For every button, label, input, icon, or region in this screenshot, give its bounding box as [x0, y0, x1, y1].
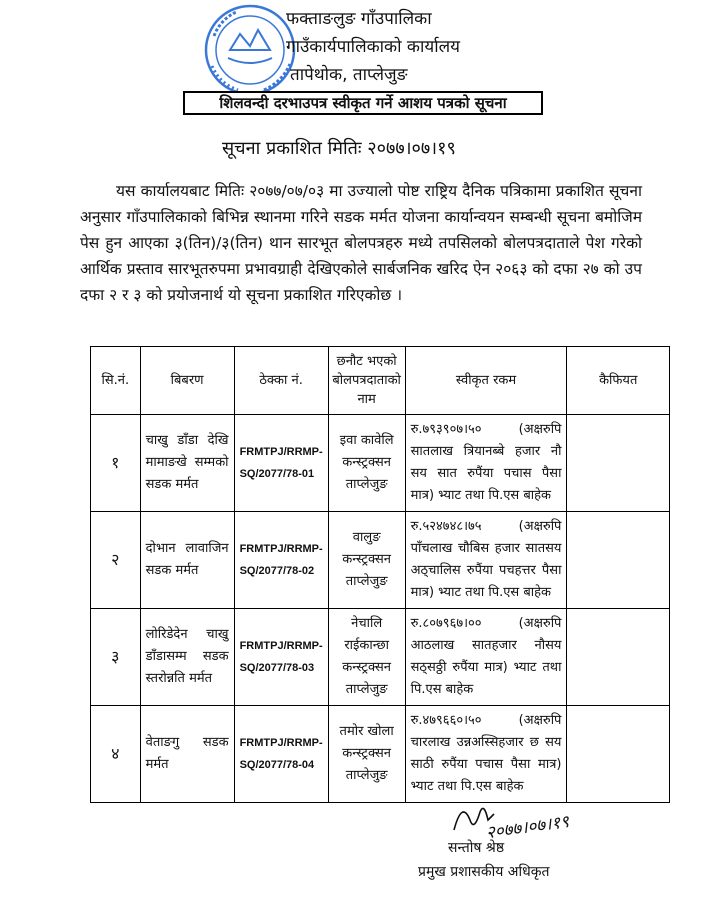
cell-amount: रु.८०७९६७।०० (अक्षरुपि आठलाख सातहजार नौसय सठ्सठ्ठी रुपैंया मात्र) भ्याट तथा पि.एस बाहेक: [405, 609, 567, 706]
cell-description: लोरिडेदेन चाखु डाँडासम्म सडक स्तरोन्नति मर्मत: [140, 609, 234, 706]
cell-remarks: [567, 512, 670, 609]
office-address: तापेथोक, ताप्लेजुङ: [290, 65, 408, 85]
table-row: [91, 609, 670, 706]
municipality-name: फक्ताङलुङ गाँउपालिका: [286, 9, 432, 29]
handwritten-signature-icon: [448, 790, 578, 845]
accepted-bids-table: [90, 346, 670, 803]
header-sn: सि.नं.: [91, 347, 141, 415]
cell-bidder: नेचालि राईकान्छा कन्स्ट्रक्सन ताप्लेजुङ: [328, 609, 405, 706]
cell-description: दोभान लावाजिन सडक मर्मत: [140, 512, 234, 609]
header-amount: स्वीकृत रकम: [405, 347, 567, 415]
cell-contract-no: FRMTPJ/RRMP-SQ/2077/78-03: [234, 609, 328, 706]
cell-description: वेताङगु सडक मर्मत: [140, 706, 234, 803]
cell-bidder: वालुङ कन्स्ट्रक्सन ताप्लेजुङ: [328, 512, 405, 609]
cell-bidder: इवा कावेलि कन्स्ट्रक्सन ताप्लेजुङ: [328, 415, 405, 512]
cell-amount: रु.७९३९०७।५० (अक्षरुपि सातलाख त्रियानब्बे हजार नौ सय सात रुपैंया पचास पैसा मात्र) भ्याट तथा पि.एस बाहेक: [405, 415, 567, 512]
municipality-seal-icon: [200, 2, 300, 98]
cell-bidder: तमोर खोला कन्स्ट्रक्सन ताप्लेजुङ: [328, 706, 405, 803]
cell-contract-no: FRMTPJ/RRMP-SQ/2077/78-02: [234, 512, 328, 609]
table-row: [91, 706, 670, 803]
header-contract-no: ठेक्का नं.: [234, 347, 328, 415]
table-header-row: [91, 347, 670, 415]
table-row: [91, 512, 670, 609]
letterhead: [0, 0, 703, 118]
publication-date: सूचना प्रकाशित मितिः २०७७।०७।१९: [222, 138, 456, 159]
notice-body: यस कार्यालयबाट मितिः २०७७/०७/०३ मा उज्यालो पोष्ट राष्ट्रिय दैनिक पत्रिकामा प्रकाशित सूचना अनुसार गाँउपालिकाको बिभिन्न स्थानमा गरिने सडक मर्मत योजना कार्यान्वयन सम्बन्धी सूचना बमोजिम पेस हुन आएका ३(तिन)/३(तिन) थान सारभूत बोलपत्रहरु मध्ये तपसिलको बोलपत्रदाताले पेश गरेको आर्थिक प्रस्ताव सारभूतरुपमा प्रभावग्राही देखिएकोले सार्बजनिक खरिद ऐन २०६३ को दफा २७ को उप दफा २ र ३ को प्रयोजनार्थ यो सूचना प्रकाशित गरिएकोछ ।: [80, 182, 642, 304]
cell-remarks: [567, 609, 670, 706]
cell-description: चाखु डाँडा देखि मामाङखे सम्मको सडक मर्मत: [140, 415, 234, 512]
header-remarks: कैफियत: [567, 347, 670, 415]
cell-sn: २: [91, 512, 141, 609]
table-row: [91, 415, 670, 512]
signer-name: सन्तोष श्रेष्ठ: [448, 840, 505, 856]
header-bidder: छनौट भएको बोलपत्रदाताको नाम: [328, 347, 405, 415]
cell-amount: रु.५२४७४८।७५ (अक्षरुपि पाँचलाख चौबिस हजार सातसय अठ्चालिस रुपैंया पचहत्तर पैसा मात्र) भ्याट तथा पि.एस बाहेक: [405, 512, 567, 609]
signature-date: २०७७।०७।१९: [484, 811, 571, 844]
cell-amount: रु.४७९६६०।५० (अक्षरुपि चारलाख उन्नअस्सिहजार छ सय साठी रुपैंया पचास पैसा मात्र) भ्याट तथा पि.एस बाहेक: [405, 706, 567, 803]
cell-sn: ४: [91, 706, 141, 803]
office-name: गाउँकार्यपालिकाको कार्यालय: [286, 37, 461, 57]
cell-sn: ३: [91, 609, 141, 706]
signer-title: प्रमुख प्रशासकीय अधिकृत: [418, 864, 550, 880]
cell-contract-no: FRMTPJ/RRMP-SQ/2077/78-04: [234, 706, 328, 803]
cell-remarks: [567, 706, 670, 803]
cell-remarks: [567, 415, 670, 512]
cell-sn: १: [91, 415, 141, 512]
notice-title: शिलवन्दी दरभाउपत्र स्वीकृत गर्ने आशय पत्रको सूचना: [183, 91, 543, 115]
header-description: बिबरण: [140, 347, 234, 415]
cell-contract-no: FRMTPJ/RRMP-SQ/2077/78-01: [234, 415, 328, 512]
